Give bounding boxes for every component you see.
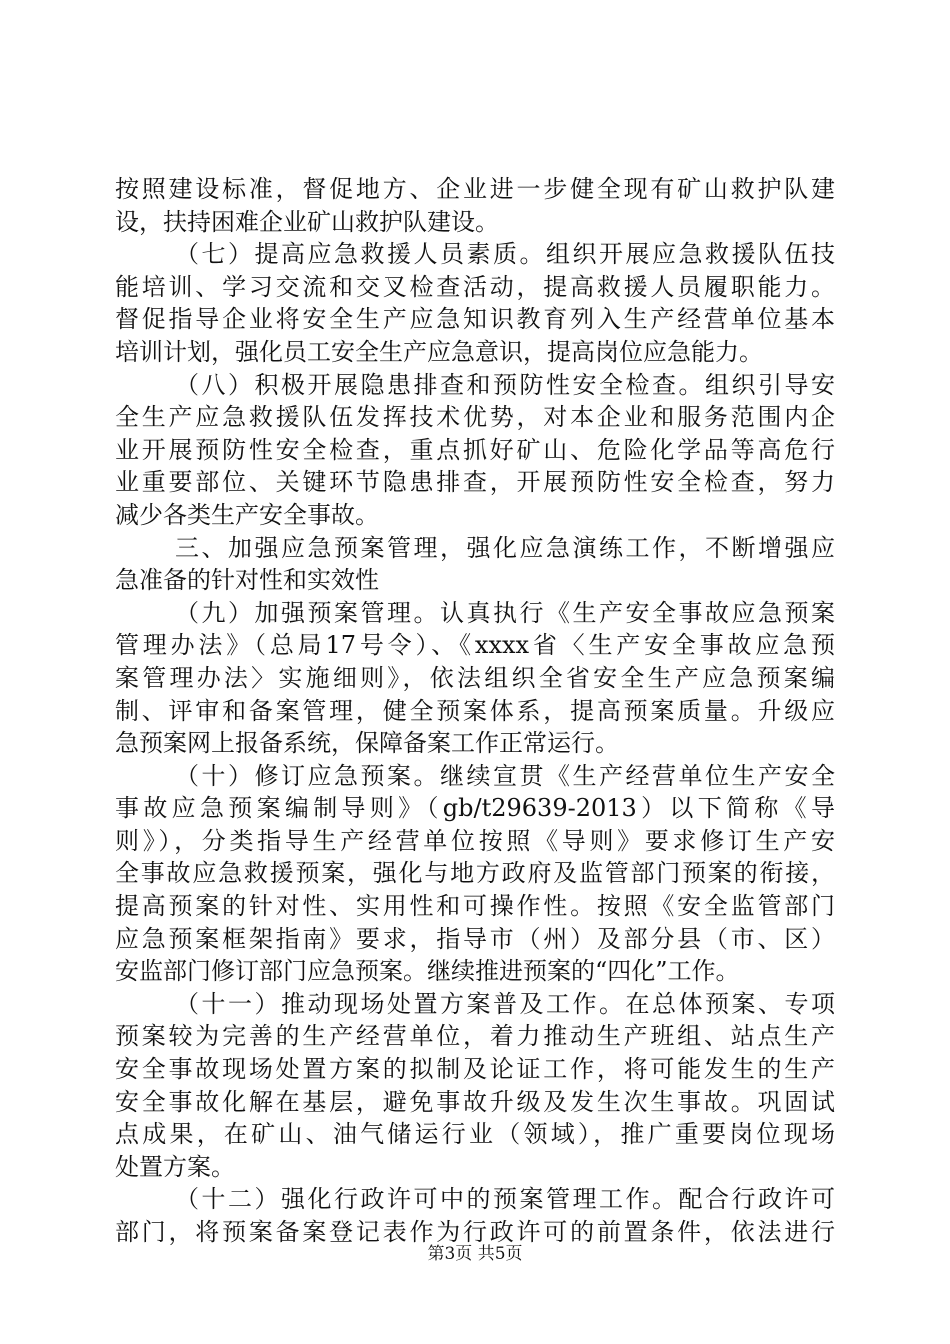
text-line: 设，扶持困难企业矿山救护队建设。 — [115, 207, 499, 236]
text-line: 安全事故化解在基层，避免事故升级及发生次生事故。巩固试 — [115, 1087, 835, 1116]
text-line: （十）修订应急预案。继续宣贯《生产经营单位生产安全 — [175, 761, 835, 790]
text-line: 预案较为完善的生产经营单位，着力推动生产班组、站点生产 — [115, 1022, 835, 1051]
text-line: 应急预案框架指南》要求，指导市（州）及部分县（市、区） — [115, 924, 835, 953]
text-line: 提高预案的针对性、实用性和可操作性。按照《安全监管部门 — [115, 892, 835, 921]
text-line: 则》），分类指导生产经营单位按照《导则》要求修订生产安 — [115, 826, 835, 855]
text-line: 督促指导企业将安全生产应急知识教育列入生产经营单位基本 — [115, 305, 835, 334]
text-line: 减少各类生产安全事故。 — [115, 500, 379, 529]
text-line: （七）提高应急救援人员素质。组织开展应急救援队伍技 — [175, 240, 835, 269]
text-line: 点成果，在矿山、油气储运行业（领域），推广重要岗位现场 — [115, 1120, 835, 1149]
text-line: 急准备的针对性和实效性 — [115, 566, 379, 595]
text-line: （八）积极开展隐患排查和预防性安全检查。组织引导安 — [175, 370, 835, 399]
text-line: 案管理办法〉实施细则》，依法组织全省安全生产应急预案编 — [115, 663, 835, 692]
text-line: 处置方案。 — [115, 1152, 235, 1181]
document-body — [115, 173, 835, 1249]
text-line: 急预案网上报备系统，保障备案工作正常运行。 — [115, 729, 619, 758]
text-line: （九）加强预案管理。认真执行《生产安全事故应急预案 — [175, 598, 835, 627]
text-line: 制、评审和备案管理，健全预案体系，提高预案质量。升级应 — [115, 696, 835, 725]
text-line: （十二）强化行政许可中的预案管理工作。配合行政许可 — [175, 1185, 835, 1214]
page-number-footer: 第3页 共5页 — [427, 1244, 523, 1264]
text-line: 能培训、学习交流和交叉检查活动，提高救援人员履职能力。 — [115, 272, 835, 301]
text-line: （十一）推动现场处置方案普及工作。在总体预案、专项 — [175, 989, 835, 1018]
text-line: 培训计划，强化员工安全生产应急意识，提高岗位应急能力。 — [115, 337, 763, 366]
text-line: 部门，将预案备案登记表作为行政许可的前置条件，依法进行 — [115, 1218, 835, 1246]
text-line: 按照建设标准，督促地方、企业进一步健全现有矿山救护队建 — [115, 175, 835, 203]
text-line: 三、加强应急预案管理，强化应急演练工作，不断增强应 — [175, 533, 835, 562]
text-line: 管理办法》（总局17号令）、《xxxx省〈生产安全事故应急预 — [115, 631, 835, 660]
text-line: 业重要部位、关键环节隐患排查，开展预防性安全检查，努力 — [115, 468, 835, 497]
text-line: 全生产应急救援队伍发挥技术优势，对本企业和服务范围内企 — [115, 403, 835, 432]
text-line: 业开展预防性安全检查，重点抓好矿山、危险化学品等高危行 — [115, 435, 835, 464]
text-line: 全事故应急救援预案，强化与地方政府及监管部门预案的衔接， — [115, 859, 835, 888]
text-line: 安监部门修订部门应急预案。继续推进预案的“四化”工作。 — [115, 957, 740, 986]
text-line: 事故应急预案编制导则》（gb/t29639-2013）以下简称《导 — [115, 794, 835, 823]
text-line: 安全事故现场处置方案的拟制及论证工作，将可能发生的生产 — [115, 1055, 835, 1084]
